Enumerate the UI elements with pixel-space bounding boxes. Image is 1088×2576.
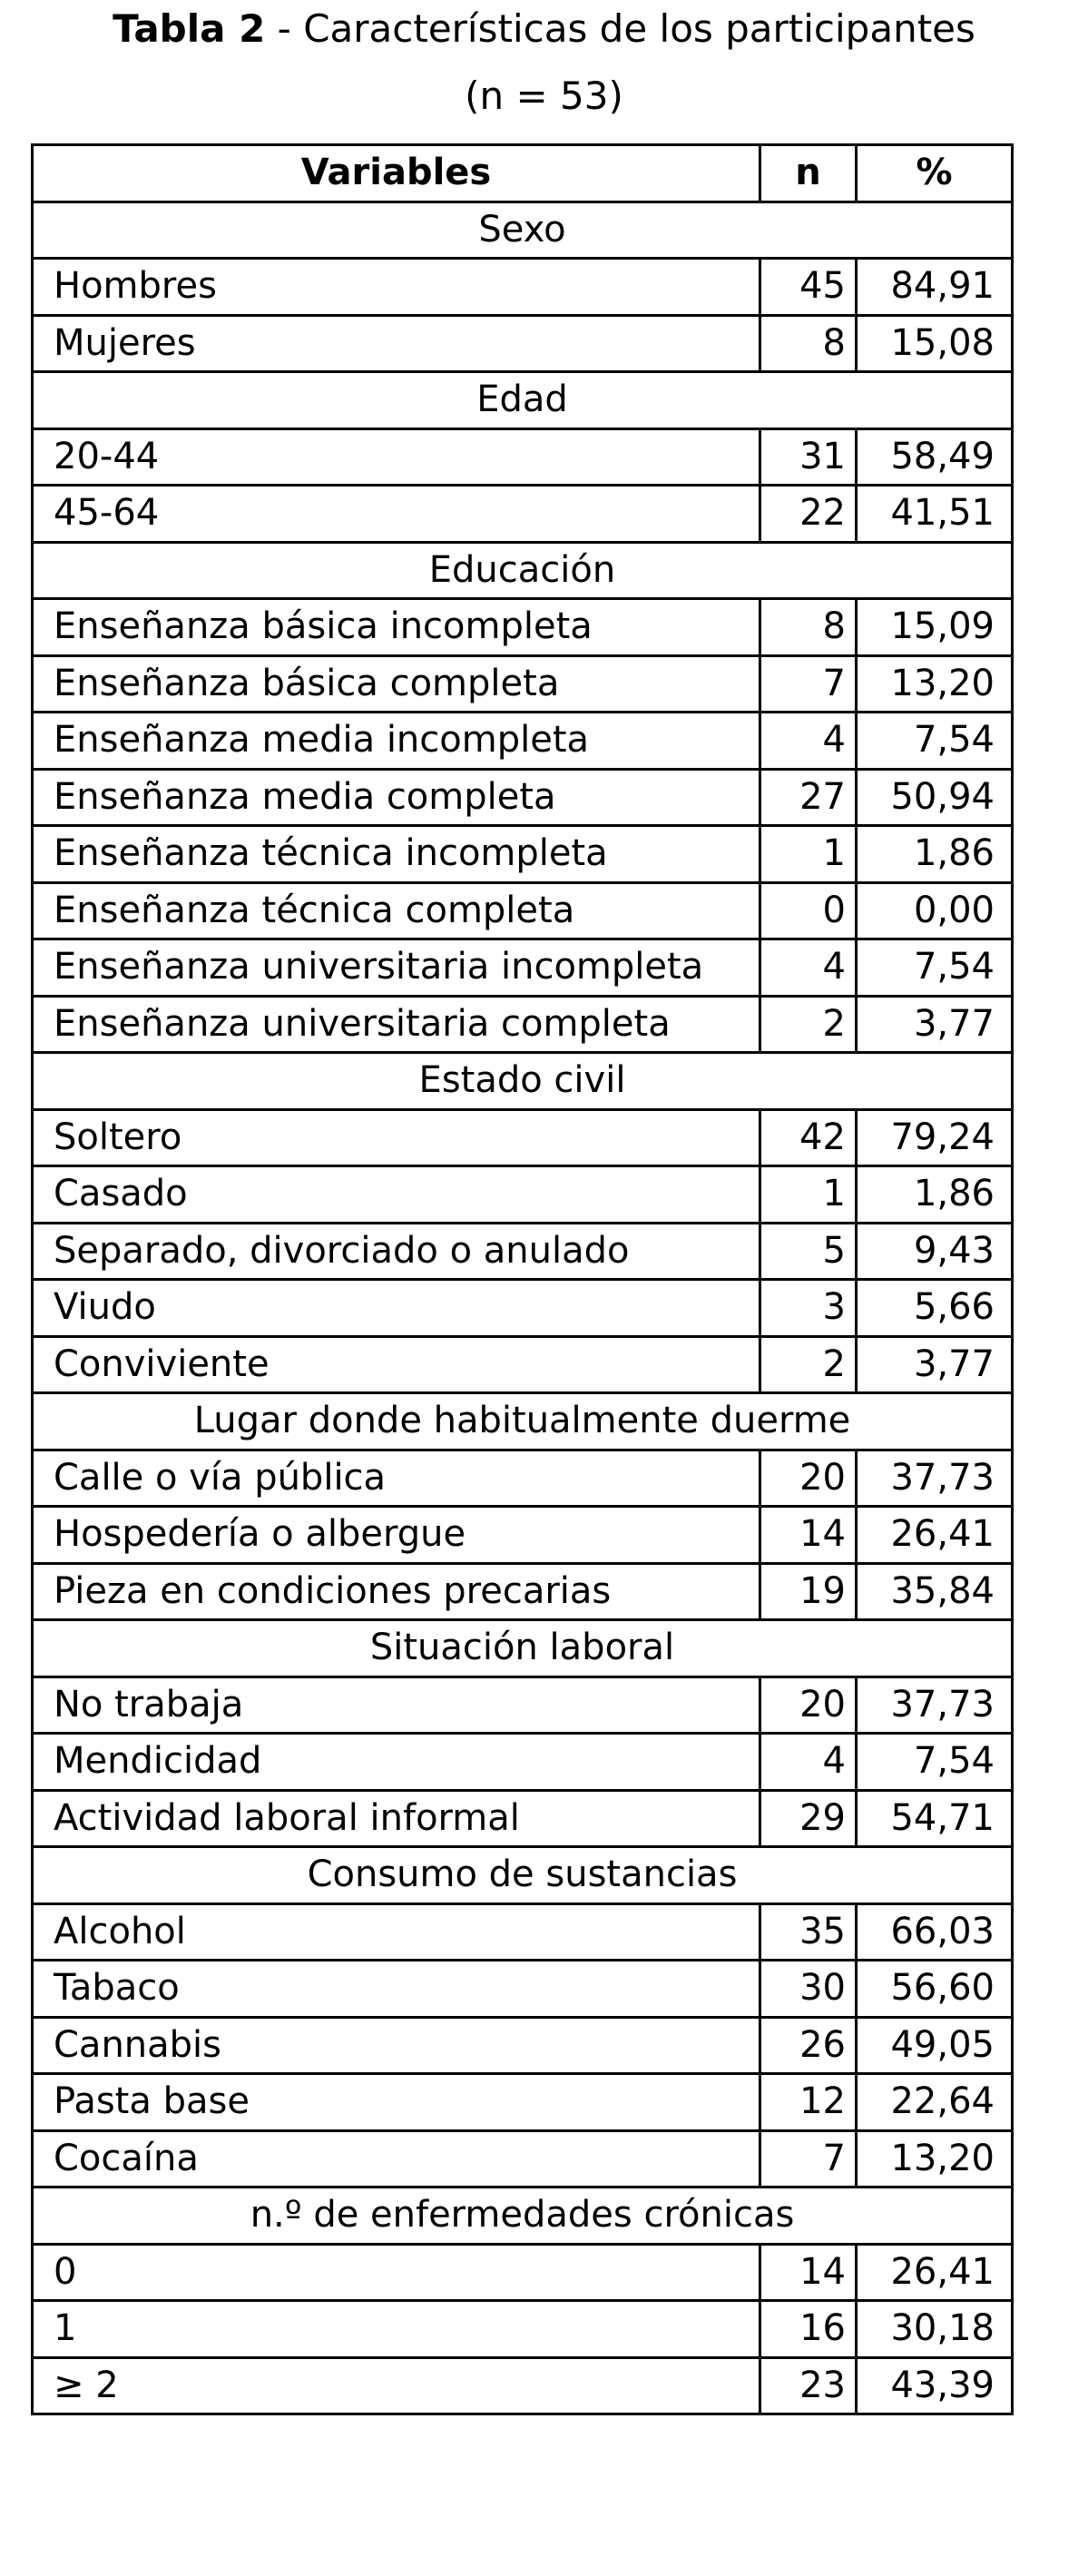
table-row: [33, 599, 1013, 656]
count-cell: 7: [760, 655, 857, 713]
percent-cell: 15,09: [857, 599, 1013, 656]
percent-cell: 58,49: [857, 428, 1013, 486]
section-row: [33, 1620, 1013, 1677]
variable-cell: Calle o vía pública: [33, 1450, 760, 1507]
count-cell: 2: [760, 996, 857, 1053]
table-row: [33, 1790, 1013, 1847]
percent-cell: 84,91: [857, 259, 1013, 316]
table-row: [33, 1109, 1013, 1166]
header-percent: %: [857, 145, 1013, 202]
count-cell: 35: [760, 1903, 857, 1961]
table-row: [33, 1563, 1013, 1620]
variable-cell: 0: [33, 2244, 760, 2301]
table-row: [33, 2074, 1013, 2131]
percent-cell: 7,54: [857, 713, 1013, 770]
variable-cell: Cocaína: [33, 2130, 760, 2188]
table-row: [33, 713, 1013, 770]
table-row: [33, 1280, 1013, 1337]
percent-cell: 26,41: [857, 2244, 1013, 2301]
percent-cell: 22,64: [857, 2074, 1013, 2131]
variable-cell: Enseñanza universitaria completa: [33, 996, 760, 1053]
header-row: [33, 145, 1013, 202]
variable-cell: Enseñanza básica completa: [33, 655, 760, 713]
count-cell: 4: [760, 1734, 857, 1791]
table-row: [33, 1450, 1013, 1507]
table-row: [33, 1676, 1013, 1734]
table-caption-title: Características de los participantes: [303, 6, 975, 51]
count-cell: 2: [760, 1336, 857, 1393]
count-cell: 29: [760, 1790, 857, 1847]
count-cell: 20: [760, 1676, 857, 1734]
section-row: [33, 1847, 1013, 1904]
section-row: [33, 1053, 1013, 1110]
table-row: [33, 882, 1013, 939]
table-caption: [0, 4, 1088, 54]
variable-cell: No trabaja: [33, 1676, 760, 1734]
table-row: [33, 486, 1013, 543]
table-row: [33, 1336, 1013, 1393]
table-row: [33, 769, 1013, 826]
variable-cell: Mendicidad: [33, 1734, 760, 1791]
count-cell: 0: [760, 882, 857, 939]
variable-cell: Soltero: [33, 1109, 760, 1166]
percent-cell: 7,54: [857, 939, 1013, 997]
variable-cell: 20-44: [33, 428, 760, 486]
variable-cell: 1: [33, 2301, 760, 2358]
variable-cell: Hombres: [33, 259, 760, 316]
table-row: [33, 655, 1013, 713]
header-n: n: [760, 145, 857, 202]
variable-cell: Conviviente: [33, 1336, 760, 1393]
percent-cell: 26,41: [857, 1507, 1013, 1564]
count-cell: 12: [760, 2074, 857, 2131]
table-row: [33, 939, 1013, 997]
table-row: [33, 2301, 1013, 2358]
section-title: Lugar donde habitualmente duerme: [33, 1393, 1013, 1450]
variable-cell: 45-64: [33, 486, 760, 543]
count-cell: 42: [760, 1109, 857, 1166]
percent-cell: 5,66: [857, 1280, 1013, 1337]
section-title: n.º de enfermedades crónicas: [33, 2188, 1013, 2245]
variable-cell: Enseñanza universitaria incompleta: [33, 939, 760, 997]
variable-cell: Pasta base: [33, 2074, 760, 2131]
table-row: [33, 826, 1013, 883]
section-row: [33, 2188, 1013, 2245]
percent-cell: 37,73: [857, 1450, 1013, 1507]
percent-cell: 49,05: [857, 2017, 1013, 2074]
variable-cell: Enseñanza media incompleta: [33, 713, 760, 770]
count-cell: 26: [760, 2017, 857, 2074]
percent-cell: 79,24: [857, 1109, 1013, 1166]
count-cell: 22: [760, 486, 857, 543]
percent-cell: 54,71: [857, 1790, 1013, 1847]
percent-cell: 66,03: [857, 1903, 1013, 1961]
percent-cell: 41,51: [857, 486, 1013, 543]
section-title: Edad: [33, 372, 1013, 429]
section-title: Educación: [33, 542, 1013, 599]
count-cell: 19: [760, 1563, 857, 1620]
variable-cell: Separado, divorciado o anulado: [33, 1223, 760, 1280]
section-title: Sexo: [33, 202, 1013, 259]
count-cell: 20: [760, 1450, 857, 1507]
percent-cell: 37,73: [857, 1676, 1013, 1734]
section-row: [33, 542, 1013, 599]
percent-cell: 1,86: [857, 826, 1013, 883]
count-cell: 30: [760, 1961, 857, 2018]
count-cell: 14: [760, 2244, 857, 2301]
percent-cell: 9,43: [857, 1223, 1013, 1280]
count-cell: 14: [760, 1507, 857, 1564]
percent-cell: 3,77: [857, 1336, 1013, 1393]
table-caption-label: Tabla 2: [113, 6, 266, 51]
percent-cell: 13,20: [857, 655, 1013, 713]
variable-cell: Actividad laboral informal: [33, 1790, 760, 1847]
percent-cell: 1,86: [857, 1166, 1013, 1224]
header-variables: Variables: [33, 145, 760, 202]
count-cell: 31: [760, 428, 857, 486]
percent-cell: 56,60: [857, 1961, 1013, 2018]
participants-table: [31, 143, 1014, 2415]
table-row: [33, 2244, 1013, 2301]
count-cell: 1: [760, 826, 857, 883]
section-row: [33, 202, 1013, 259]
count-cell: 7: [760, 2130, 857, 2188]
table-row: [33, 1166, 1013, 1224]
table-row: [33, 2130, 1013, 2188]
variable-cell: Mujeres: [33, 315, 760, 372]
percent-cell: 7,54: [857, 1734, 1013, 1791]
percent-cell: 43,39: [857, 2357, 1013, 2414]
table-row: [33, 996, 1013, 1053]
count-cell: 3: [760, 1280, 857, 1337]
variable-cell: Tabaco: [33, 1961, 760, 2018]
percent-cell: 30,18: [857, 2301, 1013, 2358]
count-cell: 23: [760, 2357, 857, 2414]
section-row: [33, 372, 1013, 429]
section-row: [33, 1393, 1013, 1450]
percent-cell: 35,84: [857, 1563, 1013, 1620]
variable-cell: Enseñanza básica incompleta: [33, 599, 760, 656]
table-row: [33, 2017, 1013, 2074]
variable-cell: Hospedería o albergue: [33, 1507, 760, 1564]
table-row: [33, 315, 1013, 372]
section-title: Estado civil: [33, 1053, 1013, 1110]
variable-cell: Viudo: [33, 1280, 760, 1337]
percent-cell: 3,77: [857, 996, 1013, 1053]
variable-cell: Enseñanza técnica completa: [33, 882, 760, 939]
table-caption-subtitle: (n = 53): [465, 74, 623, 118]
count-cell: 4: [760, 713, 857, 770]
table-row: [33, 2357, 1013, 2414]
count-cell: 5: [760, 1223, 857, 1280]
table-row: [33, 1903, 1013, 1961]
table-body: [33, 202, 1013, 2414]
table-row: [33, 428, 1013, 486]
section-title: Consumo de sustancias: [33, 1847, 1013, 1904]
percent-cell: 13,20: [857, 2130, 1013, 2188]
count-cell: 1: [760, 1166, 857, 1224]
count-cell: 27: [760, 769, 857, 826]
percent-cell: 15,08: [857, 315, 1013, 372]
table-row: [33, 259, 1013, 316]
variable-cell: Cannabis: [33, 2017, 760, 2074]
table-row: [33, 1734, 1013, 1791]
variable-cell: Alcohol: [33, 1903, 760, 1961]
variable-cell: Enseñanza media completa: [33, 769, 760, 826]
table-caption-separator: -: [265, 6, 304, 51]
table-row: [33, 1961, 1013, 2018]
count-cell: 16: [760, 2301, 857, 2358]
percent-cell: 0,00: [857, 882, 1013, 939]
count-cell: 8: [760, 599, 857, 656]
count-cell: 4: [760, 939, 857, 997]
count-cell: 8: [760, 315, 857, 372]
table-row: [33, 1223, 1013, 1280]
section-title: Situación laboral: [33, 1620, 1013, 1677]
variable-cell: ≥ 2: [33, 2357, 760, 2414]
count-cell: 45: [760, 259, 857, 316]
percent-cell: 50,94: [857, 769, 1013, 826]
table-row: [33, 1507, 1013, 1564]
variable-cell: Enseñanza técnica incompleta: [33, 826, 760, 883]
variable-cell: Casado: [33, 1166, 760, 1224]
variable-cell: Pieza en condiciones precarias: [33, 1563, 760, 1620]
